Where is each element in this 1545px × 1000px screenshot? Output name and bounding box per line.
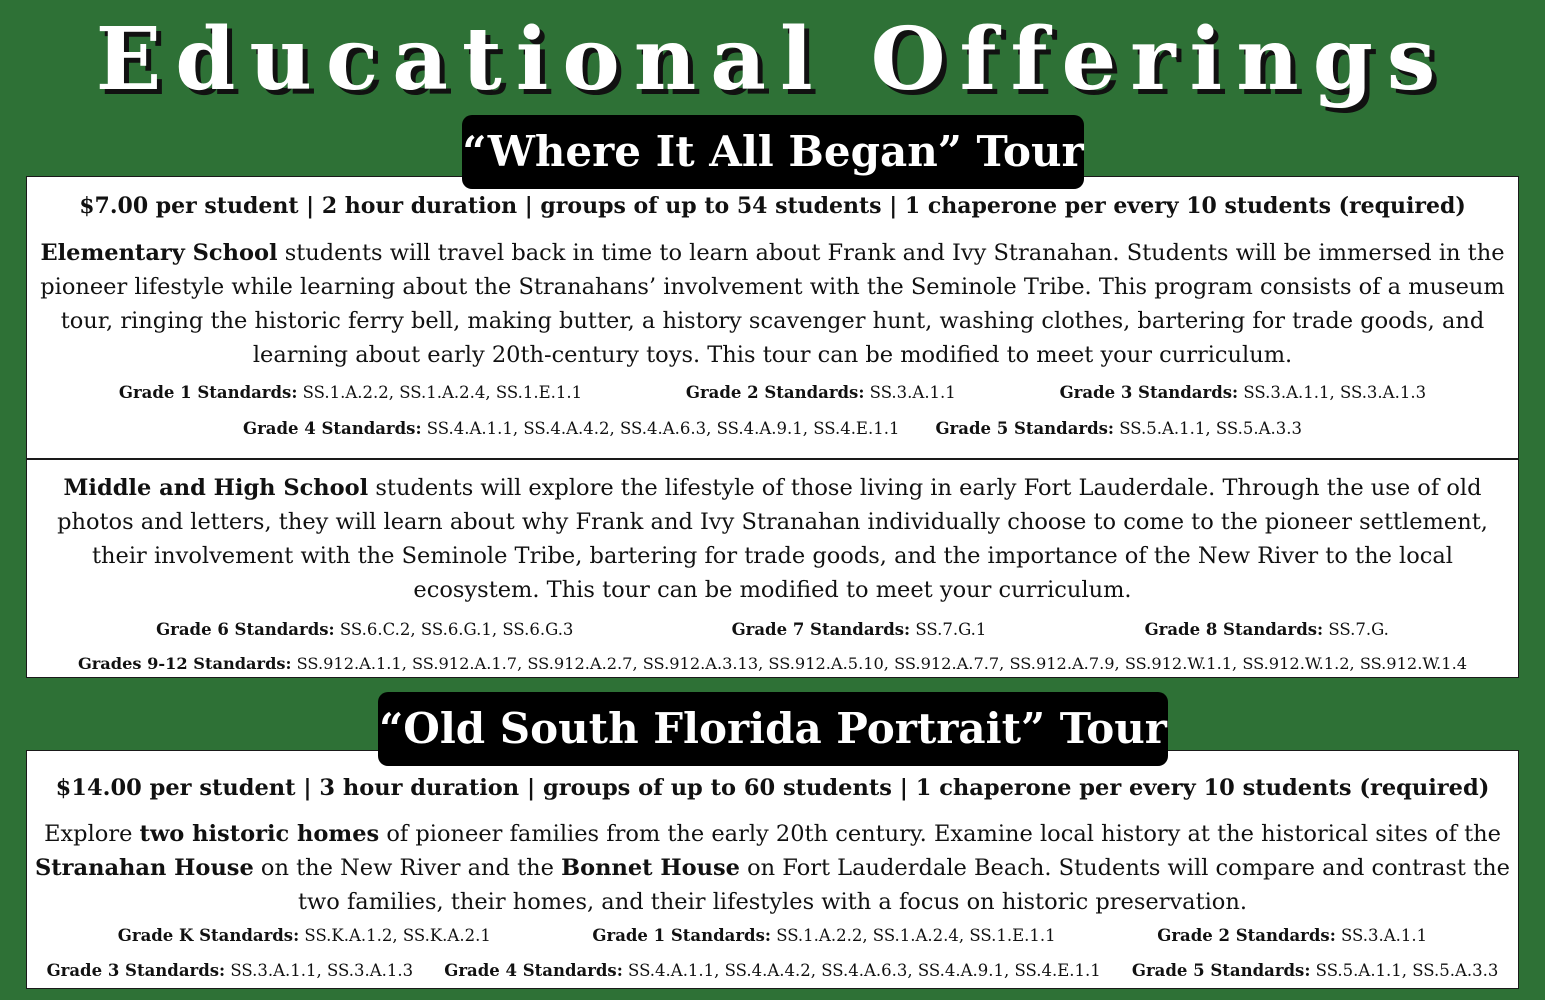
grade-standard: Grade 3 Standards: SS.3.A.1.1, SS.3.A.1.3	[46, 961, 414, 980]
tour2-standards-row1	[27, 926, 1518, 945]
tour1-title: “Where It All Began” Tour	[462, 115, 1084, 189]
grade-standard: Grade 4 Standards: SS.4.A.1.1, SS.4.A.4.2, SS.4.A.6.3, SS.4.A.9.1, SS.4.E.1.1	[243, 419, 900, 438]
grade-standard: Grade K Standards: SS.K.A.1.2, SS.K.A.2.1	[117, 926, 491, 945]
grade-standard: Grade 2 Standards: SS.3.A.1.1	[685, 383, 956, 402]
grade-standard: Grade 1 Standards: SS.1.A.2.2, SS.1.A.2.4, SS.1.E.1.1	[118, 383, 583, 402]
tour1-middle-high-panel	[26, 459, 1519, 678]
middle-high-standards-row1	[27, 620, 1518, 639]
grade-standard: Grade 8 Standards: SS.7.G.	[1144, 620, 1389, 639]
middle-high-description	[33, 471, 1512, 607]
grade-standard: Grade 3 Standards: SS.3.A.1.1, SS.3.A.1.3	[1059, 383, 1427, 402]
middle-high-lead: Middle and High School	[63, 475, 369, 501]
tour2-panel	[26, 750, 1519, 989]
grade-standard: Grade 4 Standards: SS.4.A.1.1, SS.4.A.4.2, SS.4.A.6.3, SS.4.A.9.1, SS.4.E.1.1	[444, 961, 1101, 980]
elementary-lead: Elementary School	[40, 240, 278, 266]
grade-standard: Grade 7 Standards: SS.7.G.1	[731, 620, 987, 639]
tour2-standards-row2	[27, 961, 1518, 980]
grade-standard: Grade 5 Standards: SS.5.A.1.1, SS.5.A.3.3	[1131, 961, 1499, 980]
tour1-pricing: $7.00 per student | 2 hour duration | groups of up to 54 students | 1 chaperone per every 10 students (required)	[79, 193, 1466, 219]
page-title: Educational Offerings	[95, 9, 1450, 110]
grade-standard: Grades 9-12 Standards: SS.912.A.1.1, SS.912.A.1.7, SS.912.A.2.7, SS.912.A.3.13, SS.912.A.5.10, SS.912.A.7.7, SS.912.A.7.9, SS.912.W.1.1, SS.912.W.1.2, SS.912.W.1.4	[77, 654, 1468, 673]
grade-standard: Grade 6 Standards: SS.6.C.2, SS.6.G.1, SS.6.G.3	[156, 620, 574, 639]
elementary-standards-row1	[27, 383, 1518, 402]
middle-high-standards-row2	[27, 654, 1518, 673]
middle-high-text: students will explore the lifestyle of those living in early Fort Lauderdale. Through the use of old photos and letters, they will learn about why Frank and Ivy Stranahan individually choose to come to the pioneer settlement, their involvement with the Seminole Tribe, bartering for trade goods, and the importance of the New River to the local ecosystem. This tour can be modified to meet your curriculum.	[57, 475, 1488, 603]
grade-standard: Grade 5 Standards: SS.5.A.1.1, SS.5.A.3.3	[935, 419, 1302, 438]
grade-standard: Grade 1 Standards: SS.1.A.2.2, SS.1.A.2.4, SS.1.E.1.1	[592, 926, 1056, 945]
tour1-elementary-panel	[26, 176, 1519, 459]
tour2-pricing: $14.00 per student | 3 hour duration | groups of up to 60 students | 1 chaperone per every 10 students (required)	[55, 775, 1490, 801]
elementary-text: students will travel back in time to learn about Frank and Ivy Stranahan. Students will be immersed in the pioneer lifestyle while learning about the Stranahans’ involvement with the Seminole Tribe. This program consists of a museum tour, ringing the historic ferry bell, making butter, a history scavenger hunt, washing clothes, bartering for trade goods, and learning about early 20th-century toys. This tour can be modified to meet your curriculum.	[40, 240, 1505, 368]
tour2-description: Explore two historic homes of pioneer families from the early 20th century. Examine local history at the historical sites of the Stranahan House on the New River and the Bonnet House on Fort Lauderdale Beach. Students will compare and contrast the two families, their homes, and their lifestyles with a focus on historic preservation.	[35, 821, 1510, 915]
elementary-description	[33, 236, 1512, 372]
tour2-title: “Old South Florida Portrait” Tour	[378, 692, 1168, 766]
grade-standard: Grade 2 Standards: SS.3.A.1.1	[1157, 926, 1428, 945]
elementary-standards-row2	[27, 419, 1518, 438]
